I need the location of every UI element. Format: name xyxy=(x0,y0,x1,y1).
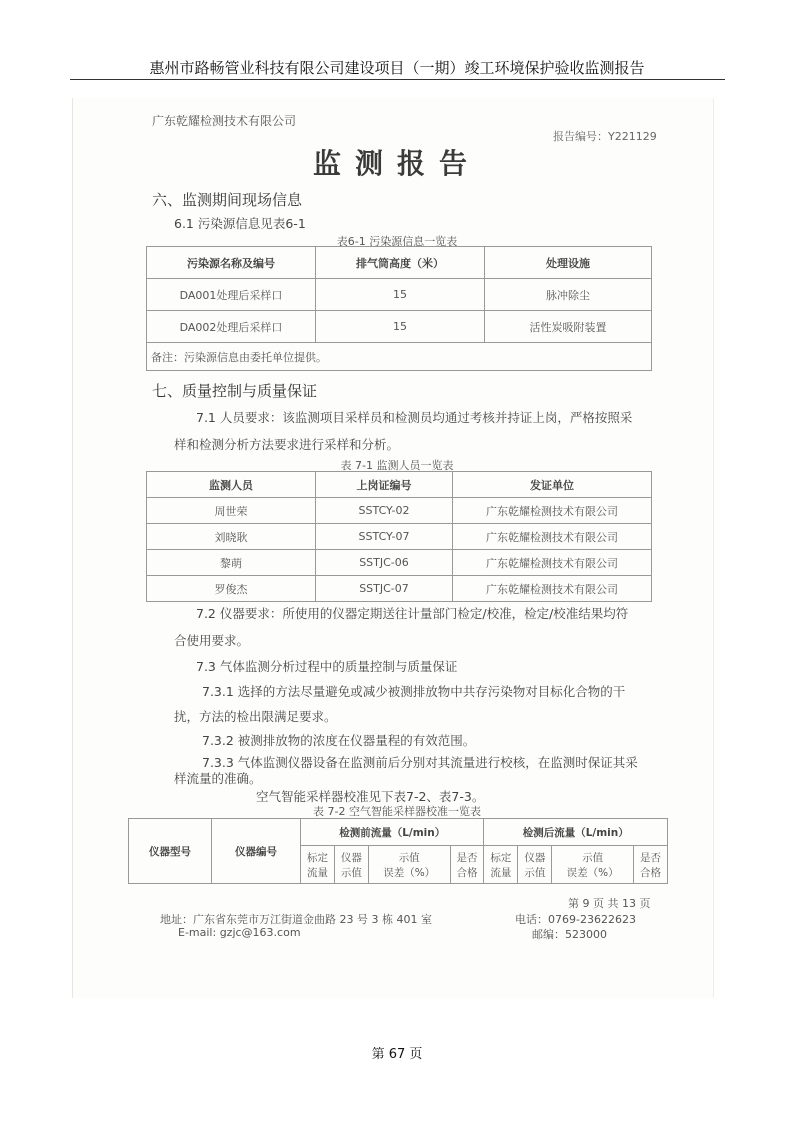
table-header: 仪器编号 xyxy=(212,819,301,884)
para-7-3-3-line2: 样流量的准确。 xyxy=(174,771,262,786)
section-7-heading: 七、质量控制与质量保证 xyxy=(152,382,318,400)
table-cell: SSTJC-06 xyxy=(316,550,453,576)
footer-phone: 电话：0769-23622623 xyxy=(515,913,636,926)
table-cell: SSTCY-07 xyxy=(316,524,453,550)
table-row xyxy=(147,279,652,311)
table-header: 污染源名称及编号 xyxy=(147,247,316,279)
table-row xyxy=(147,524,652,550)
table-header: 排气筒高度（米） xyxy=(316,247,485,279)
table-subheader: 是否 合格 xyxy=(450,846,484,884)
table-header: 发证单位 xyxy=(453,472,652,498)
table-cell: 脉冲除尘 xyxy=(485,279,652,311)
table-cell: 15 xyxy=(316,311,485,343)
table-7-2-caption: 表 7-2 空气智能采样器校准一览表 xyxy=(313,805,481,818)
table-subheader: 仪器 示值 xyxy=(518,846,552,884)
para-7-3-1-line2: 扰，方法的检出限满足要求。 xyxy=(174,709,337,724)
footer-address: 地址：广东省东莞市万江街道金曲路 23 号 3 栋 401 室 xyxy=(160,913,432,926)
document-title: 监测报告 xyxy=(312,147,481,180)
table-cell: 广东乾耀检测技术有限公司 xyxy=(453,576,652,602)
table-row xyxy=(147,311,652,343)
company-name: 广东乾耀检测技术有限公司 xyxy=(152,114,297,128)
header-divider xyxy=(70,79,725,80)
table-subheader: 标定 流量 xyxy=(301,846,335,884)
table-7-1-caption: 表 7-1 监测人员一览表 xyxy=(340,459,454,472)
table-cell: 广东乾耀检测技术有限公司 xyxy=(453,550,652,576)
table-row xyxy=(147,550,652,576)
table-cell: 刘晓耿 xyxy=(147,524,316,550)
table-header: 上岗证编号 xyxy=(316,472,453,498)
table-cell: 15 xyxy=(316,279,485,311)
table-6-1-caption: 表6-1 污染源信息一览表 xyxy=(336,235,458,248)
table-cell: 黎萌 xyxy=(147,550,316,576)
table-header: 仪器型号 xyxy=(129,819,212,884)
table-row xyxy=(147,498,652,524)
table-cell: 活性炭吸附装置 xyxy=(485,311,652,343)
section-6-1-text: 6.1 污染源信息见表6-1 xyxy=(174,216,306,231)
table-subheader: 示值 误差（%） xyxy=(368,846,450,884)
para-7-1-line1: 7.1 人员要求：该监测项目采样员和检测员均通过考核并持证上岗，严格按照采 xyxy=(196,410,633,425)
table-cell: DA001处理后采样口 xyxy=(147,279,316,311)
para-7-1-line2: 样和检测分析方法要求进行采样和分析。 xyxy=(174,437,400,452)
section-6-heading: 六、监测期间现场信息 xyxy=(152,191,303,209)
table-cell: SSTCY-02 xyxy=(316,498,453,524)
table-7-2 xyxy=(128,818,668,884)
para-7-2-line2: 合使用要求。 xyxy=(174,633,250,648)
report-header-title: 惠州市路畅管业科技有限公司建设项目（一期）竣工环境保护验收监测报告 xyxy=(149,59,645,77)
table-cell: 广东乾耀检测技术有限公司 xyxy=(453,524,652,550)
para-7-3: 7.3 气体监测分析过程中的质量控制与质量保证 xyxy=(196,659,458,674)
table-header: 处理设施 xyxy=(485,247,652,279)
table-subheader: 示值 误差（%） xyxy=(552,846,634,884)
para-calibration-intro: 空气智能采样器校准见下表7-2、表7-3。 xyxy=(256,789,485,804)
table-6-1 xyxy=(146,246,652,371)
table-header: 监测人员 xyxy=(147,472,316,498)
table-cell: 周世荣 xyxy=(147,498,316,524)
table-row xyxy=(147,576,652,602)
para-7-3-3-line1: 7.3.3 气体监测仪器设备在监测前后分别对其流量进行校核，在监测时保证其采 xyxy=(202,755,638,770)
para-7-2-line1: 7.2 仪器要求：所使用的仪器定期送往计量部门检定/校准，检定/校准结果均符 xyxy=(196,606,629,621)
table-header: 检测前流量（L/min） xyxy=(301,819,484,846)
table-header: 检测后流量（L/min） xyxy=(484,819,668,846)
para-7-3-2: 7.3.2 被测排放物的浓度在仪器量程的有效范围。 xyxy=(202,733,476,748)
footer-email: E-mail: gzjc@163.com xyxy=(178,926,301,939)
footer-postcode: 邮编：523000 xyxy=(532,928,607,941)
table-cell: DA002处理后采样口 xyxy=(147,311,316,343)
page-number: 第 67 页 xyxy=(371,1047,423,1062)
table-cell: SSTJC-07 xyxy=(316,576,453,602)
table-7-1 xyxy=(146,471,652,602)
table-cell: 广东乾耀检测技术有限公司 xyxy=(453,498,652,524)
table-subheader: 仪器 示值 xyxy=(334,846,368,884)
table-note: 备注：污染源信息由委托单位提供。 xyxy=(147,343,652,371)
report-number: 报告编号：Y221129 xyxy=(553,130,657,143)
scan-page-count: 第 9 页 共 13 页 xyxy=(568,897,651,910)
para-7-3-1-line1: 7.3.1 选择的方法尽量避免或减少被测排放物中共存污染物对目标化合物的干 xyxy=(202,684,626,699)
table-subheader: 标定 流量 xyxy=(484,846,518,884)
table-subheader: 是否 合格 xyxy=(634,846,668,884)
table-cell: 罗俊杰 xyxy=(147,576,316,602)
